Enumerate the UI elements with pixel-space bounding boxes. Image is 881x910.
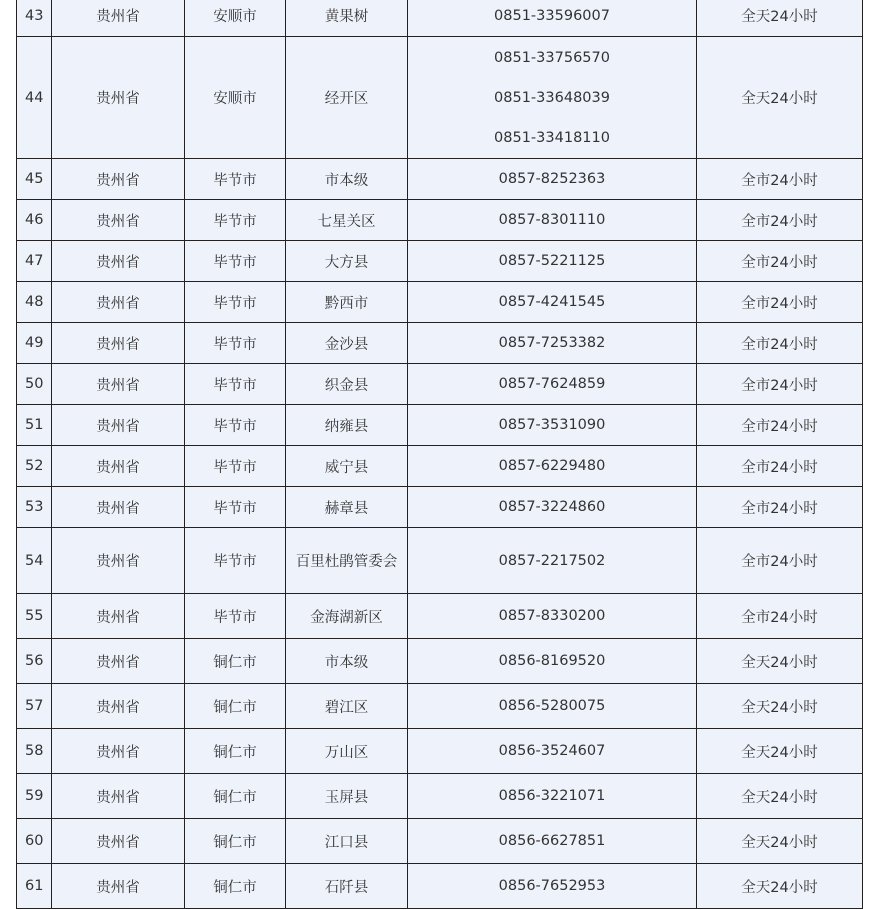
phone-number: 0857-2217502	[498, 552, 606, 569]
row-number: 55	[17, 594, 52, 639]
service-hours-cell: 全天24小时	[697, 684, 863, 729]
district-cell: 七星关区	[286, 200, 408, 241]
service-hours-cell: 全天24小时	[697, 729, 863, 774]
row-number: 45	[17, 159, 52, 200]
table-row	[17, 639, 863, 684]
service-hours-cell: 全市24小时	[697, 487, 863, 528]
city-cell: 毕节市	[185, 323, 286, 364]
province-cell: 贵州省	[52, 729, 185, 774]
district-cell: 纳雍县	[286, 405, 408, 446]
district-cell: 赫章县	[286, 487, 408, 528]
phone-cell	[408, 528, 697, 594]
service-hours-cell: 全天24小时	[697, 774, 863, 819]
row-number: 59	[17, 774, 52, 819]
phone-number: 0857-8301110	[498, 212, 606, 228]
phone-cell	[408, 594, 697, 639]
table-row	[17, 200, 863, 241]
table-row	[17, 405, 863, 446]
city-cell: 毕节市	[185, 528, 286, 594]
table-row	[17, 364, 863, 405]
city-cell: 毕节市	[185, 405, 286, 446]
phone-cell	[408, 864, 697, 909]
province-cell: 贵州省	[52, 446, 185, 487]
table-row	[17, 241, 863, 282]
table-row	[17, 594, 863, 639]
phone-number: 0856-5280075	[498, 698, 606, 714]
table-row	[17, 159, 863, 200]
row-number: 52	[17, 446, 52, 487]
city-cell: 铜仁市	[185, 819, 286, 864]
row-number: 50	[17, 364, 52, 405]
row-number: 53	[17, 487, 52, 528]
city-cell: 毕节市	[185, 446, 286, 487]
table-row	[17, 282, 863, 323]
district-cell: 黄果树	[286, 0, 408, 37]
table-row	[17, 684, 863, 729]
phone-cell	[408, 159, 697, 200]
city-cell: 毕节市	[185, 594, 286, 639]
district-cell: 威宁县	[286, 446, 408, 487]
phone-cell	[408, 323, 697, 364]
phone-cell	[408, 405, 697, 446]
row-number: 48	[17, 282, 52, 323]
phone-number: 0856-6627851	[498, 833, 606, 849]
service-hours-cell: 全市24小时	[697, 159, 863, 200]
table-body	[17, 0, 863, 909]
table-row	[17, 819, 863, 864]
row-number: 58	[17, 729, 52, 774]
district-cell: 市本级	[286, 639, 408, 684]
province-cell: 贵州省	[52, 200, 185, 241]
service-hours-cell: 全天24小时	[697, 0, 863, 37]
row-number: 61	[17, 864, 52, 909]
province-cell: 贵州省	[52, 594, 185, 639]
phone-number: 0856-7652953	[498, 878, 606, 894]
service-hours-cell: 全市24小时	[697, 364, 863, 405]
service-hours-cell: 全市24小时	[697, 241, 863, 282]
table-row	[17, 864, 863, 909]
service-hours-cell: 全天24小时	[697, 639, 863, 684]
table-row	[17, 528, 863, 594]
phone-cell	[408, 37, 697, 159]
phone-cell	[408, 446, 697, 487]
city-cell: 毕节市	[185, 364, 286, 405]
province-cell: 贵州省	[52, 37, 185, 159]
phone-cell	[408, 0, 697, 37]
row-number: 46	[17, 200, 52, 241]
city-cell: 安顺市	[185, 37, 286, 159]
row-number: 54	[17, 528, 52, 594]
phone-number: 0856-3221071	[498, 788, 606, 804]
phone-number: 0851-33648039	[494, 89, 610, 106]
province-cell: 贵州省	[52, 487, 185, 528]
phone-cell	[408, 364, 697, 405]
province-cell: 贵州省	[52, 323, 185, 364]
table-row	[17, 37, 863, 159]
phone-number: 0857-8330200	[498, 608, 606, 624]
phone-cell	[408, 241, 697, 282]
hotline-table	[16, 0, 863, 909]
phone-number: 0856-8169520	[498, 653, 606, 669]
district-cell: 碧江区	[286, 684, 408, 729]
table-row	[17, 323, 863, 364]
district-cell: 百里杜鹃管委会	[286, 528, 408, 594]
district-cell: 市本级	[286, 159, 408, 200]
district-cell: 大方县	[286, 241, 408, 282]
district-cell: 织金县	[286, 364, 408, 405]
service-hours-cell: 全市24小时	[697, 323, 863, 364]
city-cell: 毕节市	[185, 241, 286, 282]
province-cell: 贵州省	[52, 364, 185, 405]
phone-number: 0857-4241545	[498, 294, 606, 310]
district-cell: 金海湖新区	[286, 594, 408, 639]
city-cell: 铜仁市	[185, 684, 286, 729]
service-hours-cell: 全市24小时	[697, 282, 863, 323]
service-hours-cell: 全市24小时	[697, 446, 863, 487]
row-number: 56	[17, 639, 52, 684]
city-cell: 毕节市	[185, 200, 286, 241]
phone-cell	[408, 819, 697, 864]
district-cell: 金沙县	[286, 323, 408, 364]
phone-number: 0851-33418110	[494, 129, 610, 146]
province-cell: 贵州省	[52, 0, 185, 37]
district-cell: 江口县	[286, 819, 408, 864]
phone-cell	[408, 729, 697, 774]
phone-number: 0857-7253382	[498, 335, 606, 351]
phone-number: 0856-3524607	[498, 743, 606, 759]
phone-cell	[408, 200, 697, 241]
service-hours-cell: 全天24小时	[697, 864, 863, 909]
province-cell: 贵州省	[52, 282, 185, 323]
phone-number: 0857-3224860	[498, 499, 606, 515]
city-cell: 铜仁市	[185, 864, 286, 909]
service-hours-cell: 全市24小时	[697, 200, 863, 241]
city-cell: 毕节市	[185, 159, 286, 200]
province-cell: 贵州省	[52, 405, 185, 446]
row-number: 49	[17, 323, 52, 364]
phone-cell	[408, 639, 697, 684]
province-cell: 贵州省	[52, 684, 185, 729]
service-hours-cell: 全市24小时	[697, 405, 863, 446]
province-cell: 贵州省	[52, 528, 185, 594]
city-cell: 毕节市	[185, 282, 286, 323]
row-number: 47	[17, 241, 52, 282]
city-cell: 铜仁市	[185, 774, 286, 819]
service-hours-cell: 全市24小时	[697, 594, 863, 639]
table-row	[17, 446, 863, 487]
table-row	[17, 729, 863, 774]
service-hours-cell: 全天24小时	[697, 37, 863, 159]
phone-cell	[408, 487, 697, 528]
district-cell: 经开区	[286, 37, 408, 159]
table-row	[17, 0, 863, 37]
district-cell: 黔西市	[286, 282, 408, 323]
table-row	[17, 774, 863, 819]
phone-number: 0857-5221125	[498, 253, 606, 269]
city-cell: 毕节市	[185, 487, 286, 528]
province-cell: 贵州省	[52, 241, 185, 282]
province-cell: 贵州省	[52, 864, 185, 909]
phone-number: 0857-7624859	[498, 376, 606, 392]
city-cell: 安顺市	[185, 0, 286, 37]
province-cell: 贵州省	[52, 819, 185, 864]
city-cell: 铜仁市	[185, 729, 286, 774]
phone-number: 0851-33596007	[494, 7, 610, 24]
table-row	[17, 487, 863, 528]
service-hours-cell: 全天24小时	[697, 819, 863, 864]
province-cell: 贵州省	[52, 774, 185, 819]
phone-cell	[408, 684, 697, 729]
service-hours-cell: 全市24小时	[697, 528, 863, 594]
row-number: 60	[17, 819, 52, 864]
district-cell: 玉屏县	[286, 774, 408, 819]
row-number: 51	[17, 405, 52, 446]
row-number: 43	[17, 0, 52, 37]
province-cell: 贵州省	[52, 639, 185, 684]
phone-number: 0857-6229480	[498, 458, 606, 474]
row-number: 57	[17, 684, 52, 729]
phone-cell	[408, 774, 697, 819]
phone-number: 0857-8252363	[498, 171, 606, 187]
row-number: 44	[17, 37, 52, 159]
city-cell: 铜仁市	[185, 639, 286, 684]
district-cell: 石阡县	[286, 864, 408, 909]
province-cell: 贵州省	[52, 159, 185, 200]
district-cell: 万山区	[286, 729, 408, 774]
phone-number: 0857-3531090	[498, 417, 606, 433]
phone-cell	[408, 282, 697, 323]
phone-number: 0851-33756570	[494, 49, 610, 66]
